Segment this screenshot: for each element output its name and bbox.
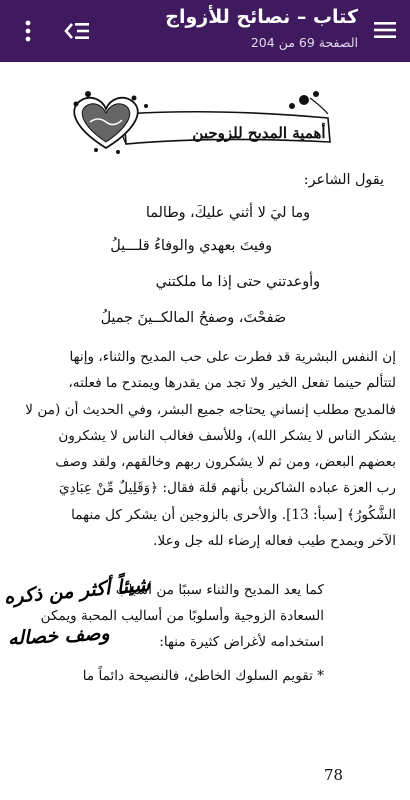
hamburger-menu-icon (374, 21, 396, 39)
paragraph-line: يشكر الناس لا يشكر الله)، وللأسف فغالب الناس لا يشكرون (58, 427, 396, 444)
chapter-headline: أهمية المديح للزوجين (192, 124, 326, 142)
paragraph-line: كما يعد المديح والثناء سببًا من أسباب (115, 582, 324, 598)
handwritten-note: وصف خصاله (7, 622, 111, 650)
poet-intro: يقول الشاعر: (303, 172, 384, 188)
paragraph-line: بعضهم البعض، ومن ثم لا يشكرون ربهم وخالقهم، ولقد وصف (55, 454, 396, 471)
table-of-contents-icon (60, 15, 94, 47)
chapter-headline-frame (66, 84, 336, 156)
verse-line: وأوعدتني حتى إذا ما ملكتني (155, 274, 320, 290)
paragraph-line: استخدامه لأغراض كثيرة منها: (159, 634, 324, 650)
app-bar (0, 0, 410, 62)
paragraph-line: السعادة الزوجية وأسلوبًا من أساليب المحبة ويمكن (40, 608, 324, 624)
page-number: 78 (324, 766, 344, 784)
book-title: كتاب – نصائح للأزواج (165, 6, 358, 28)
body-paragraph (16, 344, 396, 554)
verse-line: وما ليَ لا أثني عليكَ، وطالما (145, 205, 310, 221)
menu-button[interactable] (366, 12, 404, 50)
paragraph-line: الآخر ويمدح طيب فعاله إرضاء لله جل وعلا. (153, 533, 396, 550)
more-vertical-icon (18, 15, 38, 47)
paragraph-line: إن النفس البشرية قد فطرت على حب المديح والثناء، وإنها (69, 349, 396, 365)
table-of-contents-button[interactable] (60, 15, 94, 47)
more-options-button[interactable] (18, 15, 38, 47)
floral-heart-ornament-icon (66, 84, 336, 156)
verse-line: وفيتَ بعهدي والوفاءُ قلـــيلُ (110, 238, 272, 254)
bullet-point: * تقويم السلوك الخاطئ، فالنصيحة دائماً ما (82, 668, 324, 684)
paragraph-line: لتتألم حينما تفعل الخير ولا تجد من يقدرها ويمتدح ما فعلته، (68, 375, 396, 392)
paragraph-line: الشَّكُورُ﴾ [سبأ: 13]. والأحرى بالزوجين أن يشكر كل منهما (71, 506, 396, 523)
paragraph-line: رب العزة عباده الشاكرين بأنهم قلة فقال: ﴿وَقَلِيلٌ مِّنْ عِبَادِيَ (58, 480, 396, 497)
verse-line: صَفحْتَ، وصفحُ المالكــينَ جميلُ (100, 310, 286, 326)
handwritten-note: شيئاً أكثر من ذكره (3, 573, 151, 609)
page-indicator: الصفحة 69 من 204 (250, 35, 358, 50)
paragraph-line: فالمديح مطلب إنساني يحتاجه جميع البشر، وفي الحديث أن (من لا (25, 401, 396, 418)
book-page[interactable] (0, 62, 410, 800)
